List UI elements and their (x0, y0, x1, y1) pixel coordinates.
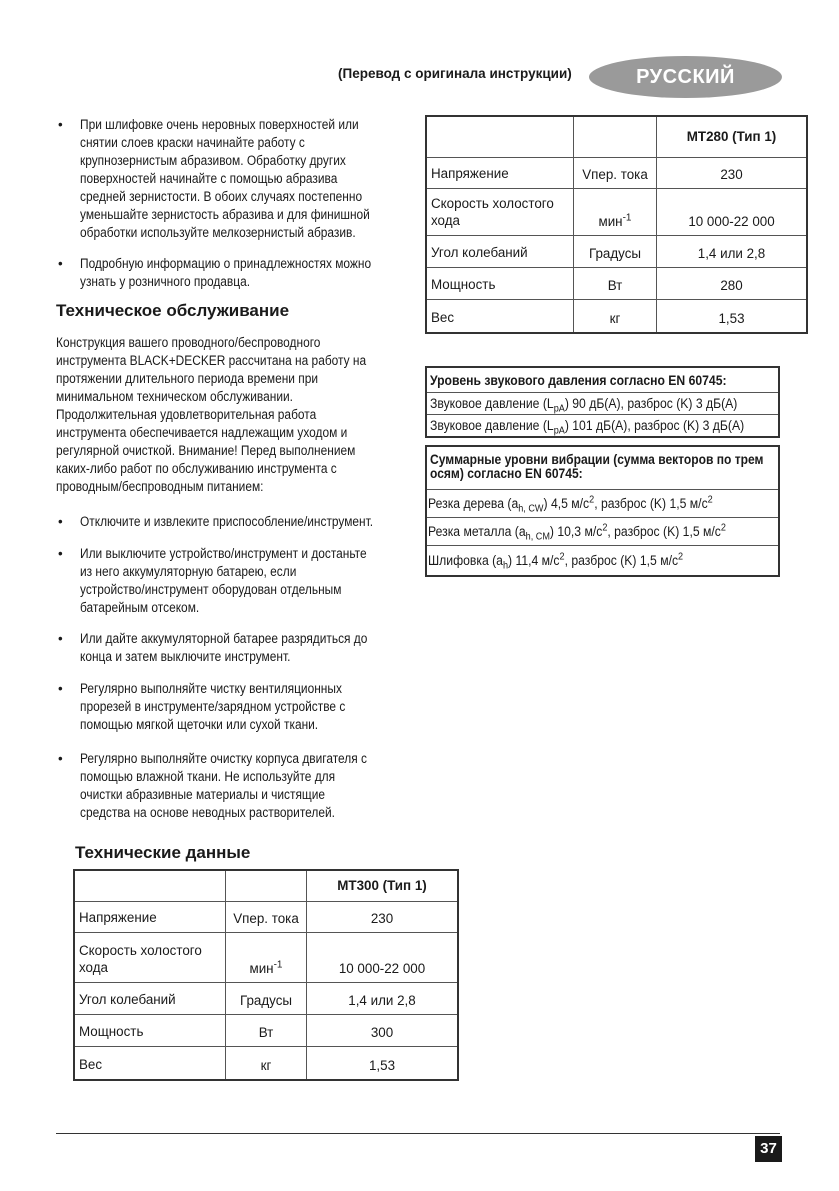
list-item (56, 513, 408, 531)
vibration-row: Шлифовка $(a_h)$ 11,4 $м/с^2$, разброс (K) 1,5 $м/с^2$ (427, 545, 778, 575)
bullet: • (58, 117, 63, 132)
list-item-text: Регулярно выполняйте очистку корпуса двигателя с помощью влажной ткани. Не используйте для очистки абразивные материалы и чистящие средства на основе неводных растворителей. (80, 751, 367, 820)
spec-header-row (426, 116, 807, 157)
list-item-text: При шлифовке очень неровных поверхностей или снятии слоев краски начинайте работу с крупнозернистым абразивом. Обработку других поверхностей начинайте с помощью абразива средней зернистости. В обоих случаях постепенно уменьшайте зернистость абразива и для финишной обработки используйте мелкозернистый абразив. (80, 117, 370, 240)
footer-divider (56, 1133, 780, 1134)
spec-unit: Вт (226, 1014, 307, 1046)
bullet: • (58, 631, 63, 646)
maintenance-paragraph: Конструкция вашего проводного/беспроводного инструмента BLACK+DECKER рассчитана на работу на протяжении длительного периода времени при минимальном техническом обслуживании. Продолжительная удовлетворительная работа инструмента обеспечивается надлежащим уходом и регулярной очисткой. Внимание! Перед выполнением каких-либо работ по обслуживанию инструмента с проводным/беспроводным питанием: (56, 335, 367, 494)
spec-row (426, 299, 807, 333)
spec-value: 10 000-22 000 (657, 188, 808, 235)
vibration-title: Суммарные уровни вибрации (сумма векторов по трем осям) согласно EN 60745: (430, 452, 764, 481)
spec-label: Мощность (74, 1014, 226, 1046)
header-cell (226, 870, 307, 901)
language-badge: РУССКИЙ (589, 56, 782, 98)
spec-unit: Vпер. тока (574, 157, 657, 188)
spec-unit: кг (226, 1046, 307, 1080)
spec-unit: Вт (574, 267, 657, 299)
spec-value: 1,53 (307, 1046, 459, 1080)
spec-table-mt300 (73, 869, 459, 1081)
spec-value: 230 (657, 157, 808, 188)
spec-row (426, 188, 807, 235)
list-item (56, 630, 408, 666)
sound-title: Уровень звукового давления согласно EN 60745: (430, 373, 727, 388)
vibration-row: Резка дерева $(a_{h, CW})$ 4,5 $м/с^2$, разброс (K) 1,5 $м/с^2$ (427, 489, 778, 517)
spec-label: Скорость холостого хода (426, 188, 574, 235)
spec-row (74, 901, 458, 932)
spec-label: Напряжение (426, 157, 574, 188)
sound-row: Звуковое давление $(L_{pA})$ 90 дБ(A), разброс (K) 3 дБ(A) (427, 392, 778, 414)
spec-label: Угол колебаний (426, 235, 574, 267)
translation-note: (Перевод с оригинала инструкции) (338, 66, 572, 81)
list-item (56, 750, 408, 822)
sound-pressure-box (425, 366, 780, 438)
list-item (56, 255, 408, 291)
sound-row: Звуковое давление $(L_{pA})$ 101 дБ(A), разброс (K) 3 дБ(A) (427, 414, 778, 436)
list-item (56, 680, 408, 734)
bullet: • (58, 256, 63, 271)
spec-unit: мин$^{-1}$ (226, 932, 307, 982)
header-cell (574, 116, 657, 157)
spec-value: 230 (307, 901, 459, 932)
bullet: • (58, 514, 63, 529)
spec-unit: Vпер. тока (226, 901, 307, 932)
list-item-text: Или выключите устройство/инструмент и достаньте из него аккумуляторную батарею, если устройство/инструмент оборудован отдельным батарейным отсеком. (80, 546, 367, 615)
list-item-text: Или дайте аккумуляторной батарее разрядиться до конца и затем выключите инструмент. (80, 631, 368, 664)
spec-value: 280 (657, 267, 808, 299)
spec-unit: Градусы (574, 235, 657, 267)
spec-row (426, 235, 807, 267)
spec-value: 300 (307, 1014, 459, 1046)
spec-value: 1,4 или 2,8 (657, 235, 808, 267)
spec-label: Мощность (426, 267, 574, 299)
model-header: MT300 (Тип 1) (307, 870, 459, 901)
model-header: MT280 (Тип 1) (657, 116, 808, 157)
spec-label: Вес (426, 299, 574, 333)
spec-unit: мин$^{-1}$ (574, 188, 657, 235)
list-item (56, 116, 408, 242)
header-cell (426, 116, 574, 157)
page-number: 37 (755, 1136, 782, 1162)
spec-label: Вес (74, 1046, 226, 1080)
spec-row (426, 267, 807, 299)
header-cell (74, 870, 226, 901)
bullet: • (58, 681, 63, 696)
list-item-text: Подробную информацию о принадлежностях можно узнать у розничного продавца. (80, 256, 372, 289)
spec-table-mt280 (425, 115, 808, 334)
tech-data-heading: Технические данные (75, 843, 251, 862)
list-item-text: Отключите и извлеките приспособление/инструмент. (80, 514, 374, 529)
maintenance-heading: Техническое обслуживание (56, 301, 290, 320)
spec-row (74, 982, 458, 1014)
spec-unit: Градусы (226, 982, 307, 1014)
vibration-row: Резка металла $(a_{h, CM})$ 10,3 $м/с^2$, разброс (K) 1,5 $м/с^2$ (427, 517, 778, 545)
spec-value: 10 000-22 000 (307, 932, 459, 982)
bullet: • (58, 546, 63, 561)
spec-row (74, 1046, 458, 1080)
spec-row (74, 1014, 458, 1046)
bullet: • (58, 751, 63, 766)
spec-unit: кг (574, 299, 657, 333)
spec-label: Напряжение (74, 901, 226, 932)
vibration-box (425, 445, 780, 577)
spec-header-row (74, 870, 458, 901)
spec-label: Угол колебаний (74, 982, 226, 1014)
spec-row (426, 157, 807, 188)
list-item (56, 545, 408, 617)
spec-row (74, 932, 458, 982)
list-item-text: Регулярно выполняйте чистку вентиляционных прорезей в инструменте/зарядном устройстве с помощью мягкой щеточки или сухой ткани. (80, 681, 346, 732)
spec-value: 1,53 (657, 299, 808, 333)
spec-value: 1,4 или 2,8 (307, 982, 459, 1014)
spec-label: Скорость холостого хода (74, 932, 226, 982)
